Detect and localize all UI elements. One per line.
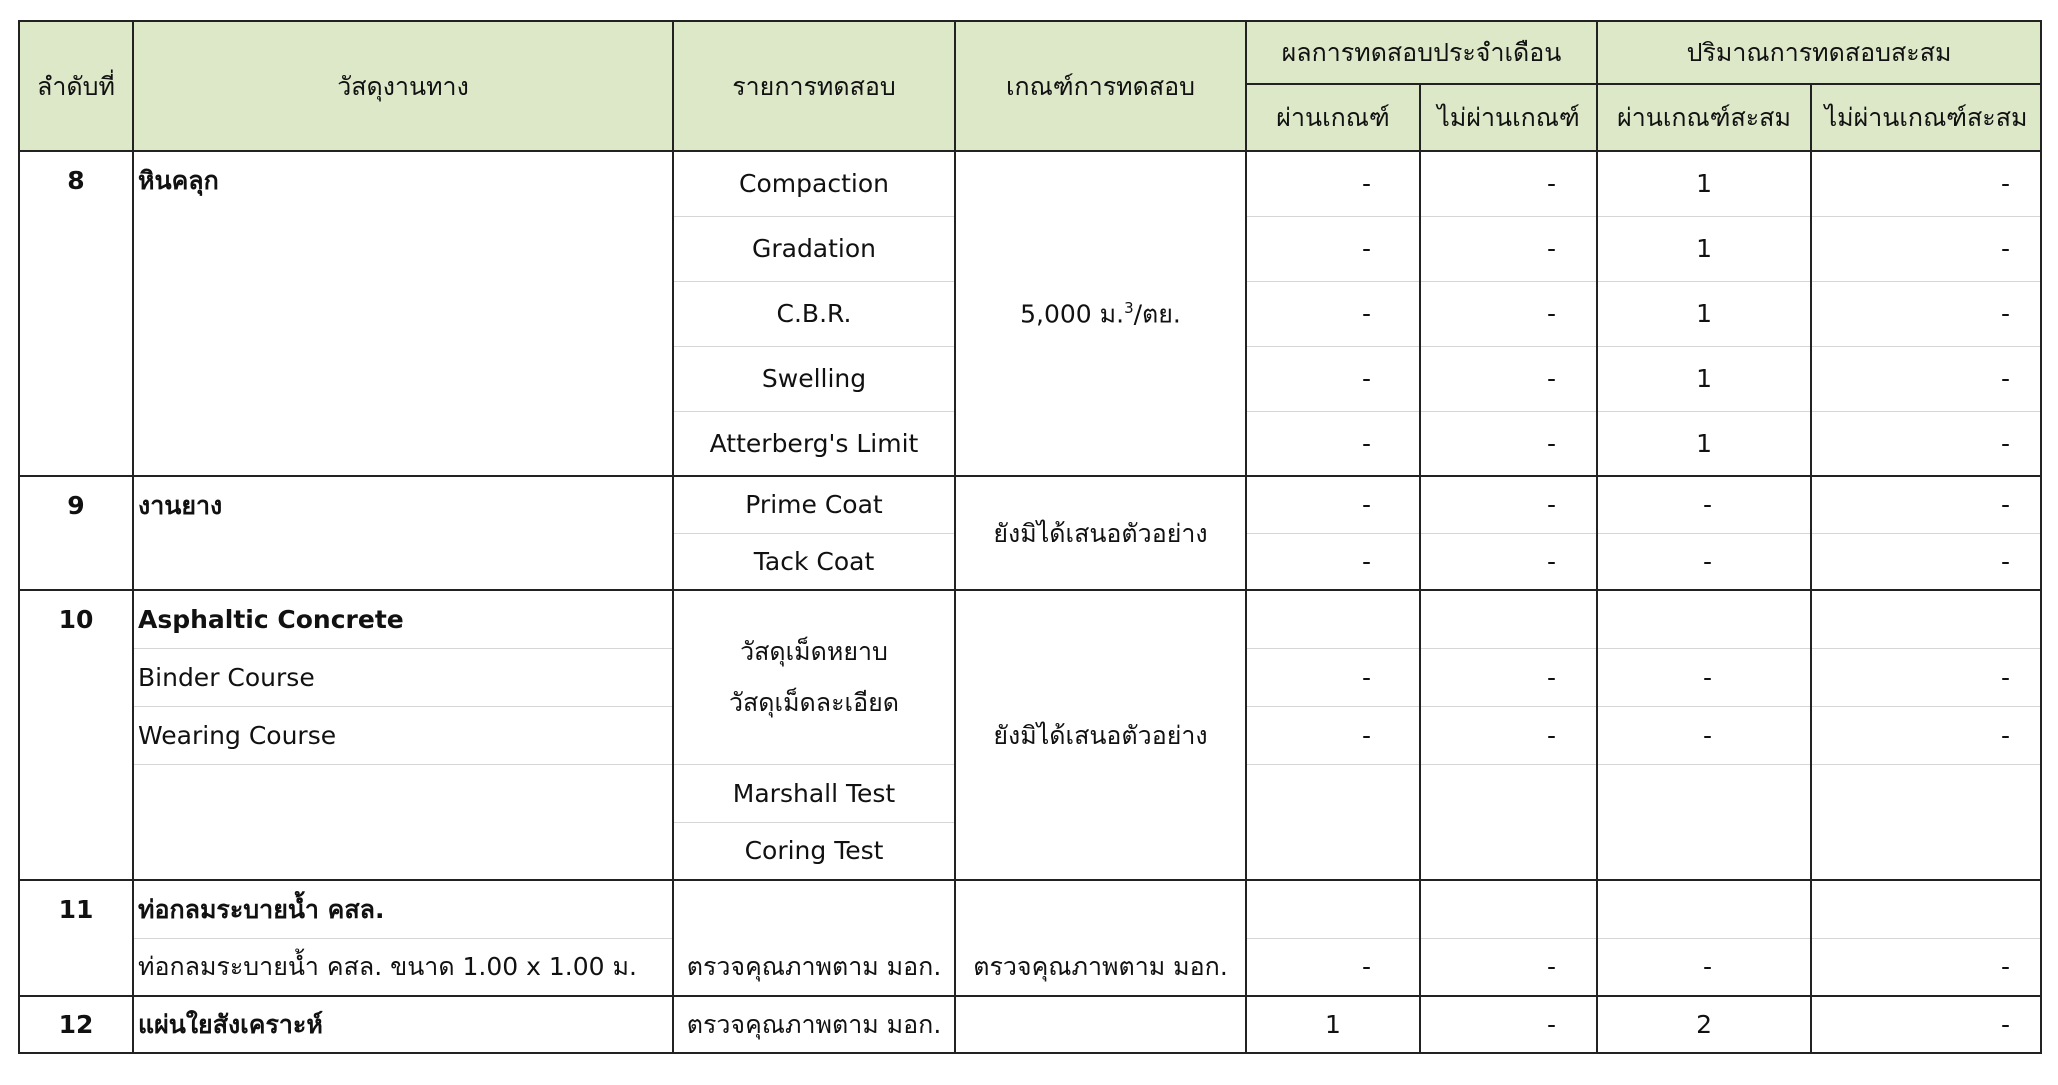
monthly-fail-value: - <box>1420 533 1597 590</box>
cumulative-fail-value: - <box>1811 476 2041 533</box>
material-name: งานยาง <box>133 476 673 590</box>
criteria-text: 5,000 ม. <box>1020 299 1125 329</box>
header-monthly-group: ผลการทดสอบประจำเดือน <box>1246 21 1597 84</box>
cumulative-pass-value: - <box>1597 938 1811 996</box>
cumulative-fail-value: - <box>1811 648 2041 706</box>
empty-cell <box>1811 764 2041 822</box>
empty-cell <box>1597 764 1811 822</box>
test-name: Coring Test <box>673 822 955 880</box>
cumulative-pass-value: 1 <box>1597 346 1811 411</box>
test-name: Prime Coat <box>673 476 955 533</box>
test-name: ตรวจคุณภาพตาม มอก. <box>673 996 955 1053</box>
sub-material-name: ท่อกลมระบายน้ำ คสล. ขนาด 1.00 x 1.00 ม. <box>133 938 673 996</box>
header-cumulative-fail: ไม่ผ่านเกณฑ์สะสม <box>1811 84 2041 151</box>
monthly-pass-value: - <box>1246 216 1420 281</box>
criteria-cell <box>955 151 1246 476</box>
monthly-fail-value: - <box>1420 151 1597 216</box>
material-name: หินคลุก <box>133 151 673 476</box>
cumulative-pass-value: 1 <box>1597 151 1811 216</box>
criteria-suffix: /ตย. <box>1133 299 1181 329</box>
table-row <box>19 476 2041 533</box>
test-name: Tack Coat <box>673 533 955 590</box>
test-name: Atterberg's Limit <box>673 411 955 476</box>
material-name: Binder Course <box>133 648 673 706</box>
empty-cell <box>673 880 955 938</box>
cumulative-pass-value: 1 <box>1597 281 1811 346</box>
test-results-table <box>18 20 2042 1054</box>
test-name: Compaction <box>673 151 955 216</box>
test-name: วัสดุเม็ดละเอียด <box>729 688 899 718</box>
cumulative-pass-value: - <box>1597 648 1811 706</box>
monthly-fail-value: - <box>1420 938 1597 996</box>
empty-cell <box>1811 880 2041 938</box>
monthly-fail-value: - <box>1420 411 1597 476</box>
cumulative-pass-value: - <box>1597 533 1811 590</box>
empty-cell <box>1597 880 1811 938</box>
test-name: C.B.R. <box>673 281 955 346</box>
empty-cell <box>1420 822 1597 880</box>
monthly-fail-value: - <box>1420 216 1597 281</box>
cumulative-fail-value: - <box>1811 938 2041 996</box>
cumulative-fail-value: - <box>1811 411 2041 476</box>
empty-cell <box>1420 880 1597 938</box>
row-no: 8 <box>19 151 133 476</box>
table-row <box>19 880 2041 938</box>
row-no: 9 <box>19 476 133 590</box>
monthly-pass-value: - <box>1246 706 1420 764</box>
cumulative-fail-value: - <box>1811 346 2041 411</box>
monthly-pass-value: - <box>1246 411 1420 476</box>
empty-cell <box>1597 590 1811 648</box>
row-no: 11 <box>19 880 133 996</box>
table-row <box>19 151 2041 216</box>
material-name-empty <box>133 764 673 880</box>
material-name: แผ่นใยสังเคราะห์ <box>133 996 673 1053</box>
test-name: Marshall Test <box>673 764 955 822</box>
monthly-pass-value: - <box>1246 346 1420 411</box>
monthly-pass-value: - <box>1246 533 1420 590</box>
monthly-pass-value: - <box>1246 648 1420 706</box>
monthly-pass-value: - <box>1246 151 1420 216</box>
monthly-fail-value: - <box>1420 706 1597 764</box>
cumulative-pass-value: 1 <box>1597 216 1811 281</box>
table-row <box>19 938 2041 996</box>
test-name: วัสดุเม็ดหยาบ <box>740 637 888 667</box>
monthly-pass-value: - <box>1246 476 1420 533</box>
monthly-fail-value: - <box>1420 281 1597 346</box>
criteria-cell: ยังมิได้เสนอตัวอย่าง <box>955 476 1246 590</box>
empty-cell <box>1420 764 1597 822</box>
empty-cell <box>1420 590 1597 648</box>
cumulative-fail-value: - <box>1811 533 2041 590</box>
header-material: วัสดุงานทาง <box>133 21 673 151</box>
empty-cell <box>1246 590 1420 648</box>
cumulative-fail-value: - <box>1811 281 2041 346</box>
header-test-item: รายการทดสอบ <box>673 21 955 151</box>
header-no: ลำดับที่ <box>19 21 133 151</box>
criteria-superscript: 3 <box>1124 298 1134 317</box>
criteria-cell <box>955 996 1246 1053</box>
header-monthly-fail: ไม่ผ่านเกณฑ์ <box>1420 84 1597 151</box>
empty-cell <box>1246 880 1420 938</box>
monthly-fail-value: - <box>1420 648 1597 706</box>
monthly-fail-value: - <box>1420 996 1597 1053</box>
header-monthly-pass: ผ่านเกณฑ์ <box>1246 84 1420 151</box>
material-name: Asphaltic Concrete <box>133 590 673 648</box>
monthly-pass-value: - <box>1246 938 1420 996</box>
criteria-cell: ตรวจคุณภาพตาม มอก. <box>955 938 1246 996</box>
cumulative-pass-value: - <box>1597 476 1811 533</box>
test-name-aggregates <box>673 590 955 764</box>
material-name: Wearing Course <box>133 706 673 764</box>
empty-cell <box>955 880 1246 938</box>
header-cumulative-pass: ผ่านเกณฑ์สะสม <box>1597 84 1811 151</box>
empty-cell <box>1811 822 2041 880</box>
monthly-pass-value: 1 <box>1246 996 1420 1053</box>
test-name: ตรวจคุณภาพตาม มอก. <box>673 938 955 996</box>
material-name: ท่อกลมระบายน้ำ คสล. <box>133 880 673 938</box>
monthly-fail-value: - <box>1420 476 1597 533</box>
empty-cell <box>1246 764 1420 822</box>
cumulative-fail-value: - <box>1811 996 2041 1053</box>
cumulative-pass-value: 1 <box>1597 411 1811 476</box>
cumulative-fail-value: - <box>1811 216 2041 281</box>
monthly-fail-value: - <box>1420 346 1597 411</box>
empty-cell <box>1597 822 1811 880</box>
criteria-cell: ยังมิได้เสนอตัวอย่าง <box>955 590 1246 880</box>
empty-cell <box>1246 822 1420 880</box>
row-no: 10 <box>19 590 133 880</box>
header-cumulative-group: ปริมาณการทดสอบสะสม <box>1597 21 2041 84</box>
test-name: Gradation <box>673 216 955 281</box>
cumulative-pass-value: 2 <box>1597 996 1811 1053</box>
monthly-pass-value: - <box>1246 281 1420 346</box>
table-row <box>19 590 2041 648</box>
cumulative-fail-value: - <box>1811 151 2041 216</box>
cumulative-fail-value: - <box>1811 706 2041 764</box>
test-name: Swelling <box>673 346 955 411</box>
header-criteria: เกณฑ์การทดสอบ <box>955 21 1246 151</box>
empty-cell <box>1811 590 2041 648</box>
table-row <box>19 996 2041 1053</box>
row-no: 12 <box>19 996 133 1053</box>
cumulative-pass-value: - <box>1597 706 1811 764</box>
